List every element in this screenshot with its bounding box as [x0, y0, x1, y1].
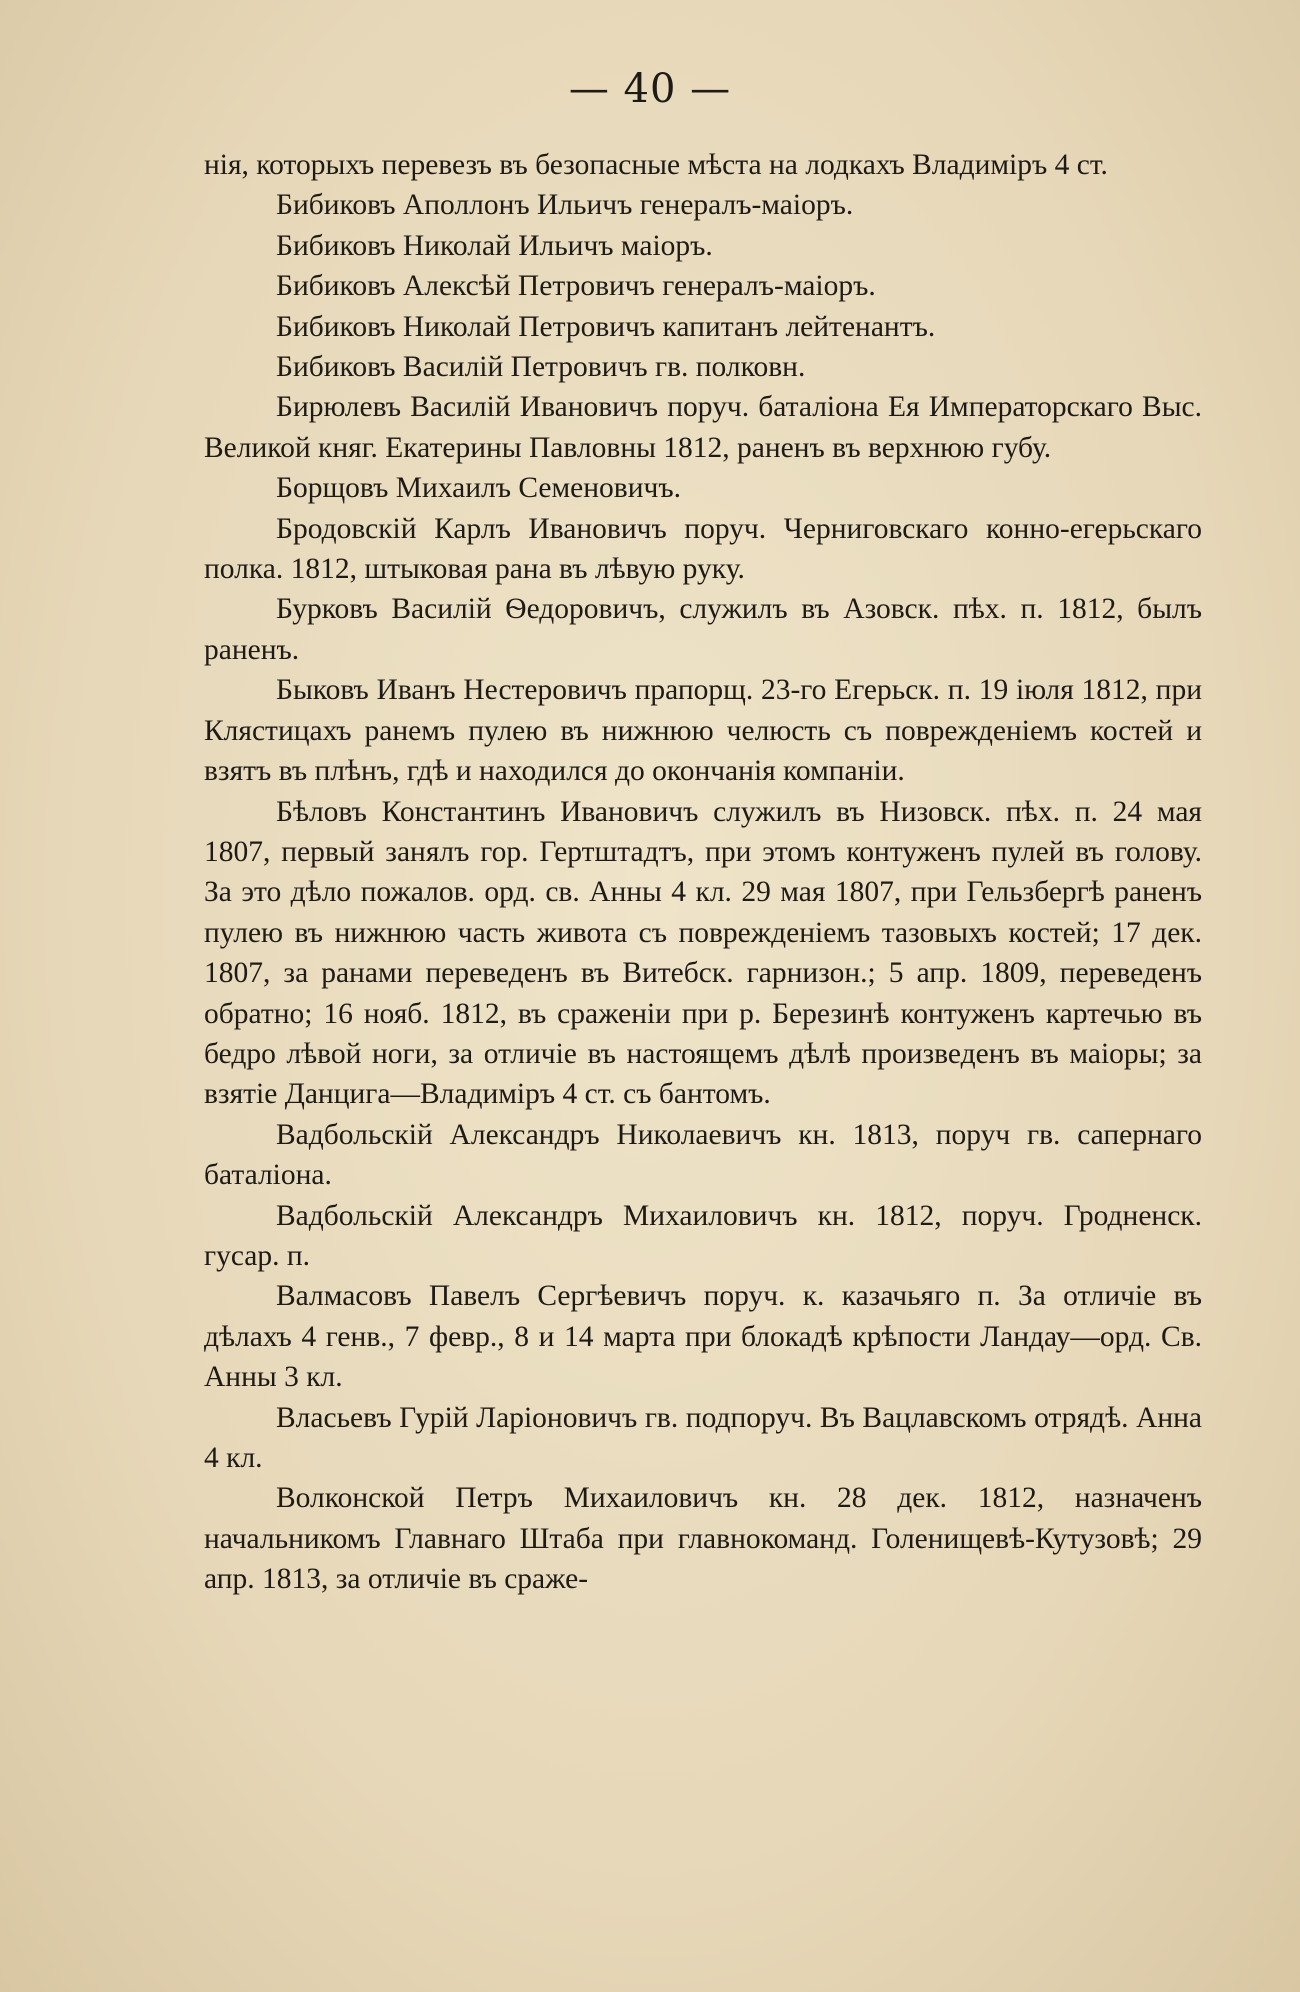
entry-vadbolskii-mikhailovich: Вадбольскій Александръ Михаиловичъ кн. 1812, поруч. Гродненск. гусар. п.: [204, 1199, 1202, 1272]
entry-bibikov-vasilii: Бибиковъ Василій Петровичъ гв. полковн.: [276, 351, 806, 384]
entry-belov: Бѣловъ Константинъ Ивановичъ служилъ въ Низовск. пѣх. п. 24 мая 1807, первый занялъ гор. Гертштадтъ, при этомъ контуженъ пулей въ голову. За это дѣло пожалов. орд. св. Анны 4 кл. 29 мая 1807, при Гельзбергѣ раненъ пулею въ нижнюю часть живота съ поврежденіемъ тазовыхъ костей; 17 дек. 1807, за ранами переведенъ въ Витебск. гарнизон.; 5 апр. 1809, переведенъ обратно; 16 нояб. 1812, въ сраженіи при р. Березинѣ контуженъ картечью въ бедро лѣвой ноги, за отличіе въ настоящемъ дѣлѣ произведенъ въ маіоры; за взятіе Данцига—Владиміръ 4 ст. съ бантомъ.: [204, 795, 1202, 1111]
entry-biryulev: Бирюлевъ Василій Ивановичъ поруч. баталіона Ея Императорскаго Выс. Великой княг. Екатерины Павловны 1812, раненъ въ верхнюю губу.: [204, 391, 1202, 464]
page-number: — 40 —: [568, 66, 732, 112]
entry-vadbolskii-nikolaevich: Вадбольскій Александръ Николаевичъ кн. 1813, поруч гв. сапернаго баталіона.: [204, 1118, 1202, 1192]
entry-bibikov-nikolai-ilich: Бибиковъ Николай Ильичъ маіоръ.: [276, 229, 713, 262]
entry-brodovskii: Бродовскій Карлъ Ивановичъ поруч. Черниговскаго конно-егерьскаго полка. 1812, штыковая рана въ лѣвую руку.: [204, 512, 1202, 586]
entry-bibikov-apollon: Бибиковъ Аполлонъ Ильичъ генералъ-маіоръ.: [276, 189, 854, 222]
entry-bibikov-aleksei: Бибиковъ Алексѣй Петровичъ генералъ-маіоръ.: [276, 270, 876, 303]
paragraph-continuation: нія, которыхъ перевезъ въ безопасные мѣста на лодкахъ Владиміръ 4 ст.: [204, 149, 1108, 181]
entry-vlasev: Власьевъ Гурій Ларіоновичъ гв. подпоруч. Въ Вацлавскомъ отрядѣ. Анна 4 кл.: [204, 1401, 1202, 1474]
entry-bibikov-nikolai-petrovich: Бибиковъ Николай Петровичъ капитанъ лейтенантъ.: [276, 310, 936, 343]
entry-volkonskoi: Волконской Петръ Михаиловичъ кн. 28 дек. 1812, назначенъ начальникомъ Главнаго Штаба при главнокоманд. Голенищевѣ-Кутузовѣ; 29 апр. 1813, за отличіе въ сраже-: [204, 1482, 1202, 1596]
entry-borshchov: Борщовъ Михаилъ Семеновичъ.: [276, 472, 681, 505]
entry-bykov: Быковъ Иванъ Нестеровичъ прапорщ. 23-го Егерьск. п. 19 іюля 1812, при Клястицахъ ранемъ пулею въ нижнюю челюсть съ поврежденіемъ костей и взятъ въ плѣнъ, гдѣ и находился до окончанія компаніи.: [204, 674, 1202, 788]
entry-valmasov: Валмасовъ Павелъ Сергѣевичъ поруч. к. казачьяго п. За отличіе въ дѣлахъ 4 генв., 7 февр., 8 и 14 марта при блокадѣ крѣпости Ландау—орд. Св. Анны 3 кл.: [204, 1280, 1202, 1394]
page-text: [204, 145, 1202, 1600]
entry-burkov: Бурковъ Василій Ѳедоровичъ, служилъ въ Азовск. пѣх. п. 1812, былъ раненъ.: [204, 593, 1202, 666]
